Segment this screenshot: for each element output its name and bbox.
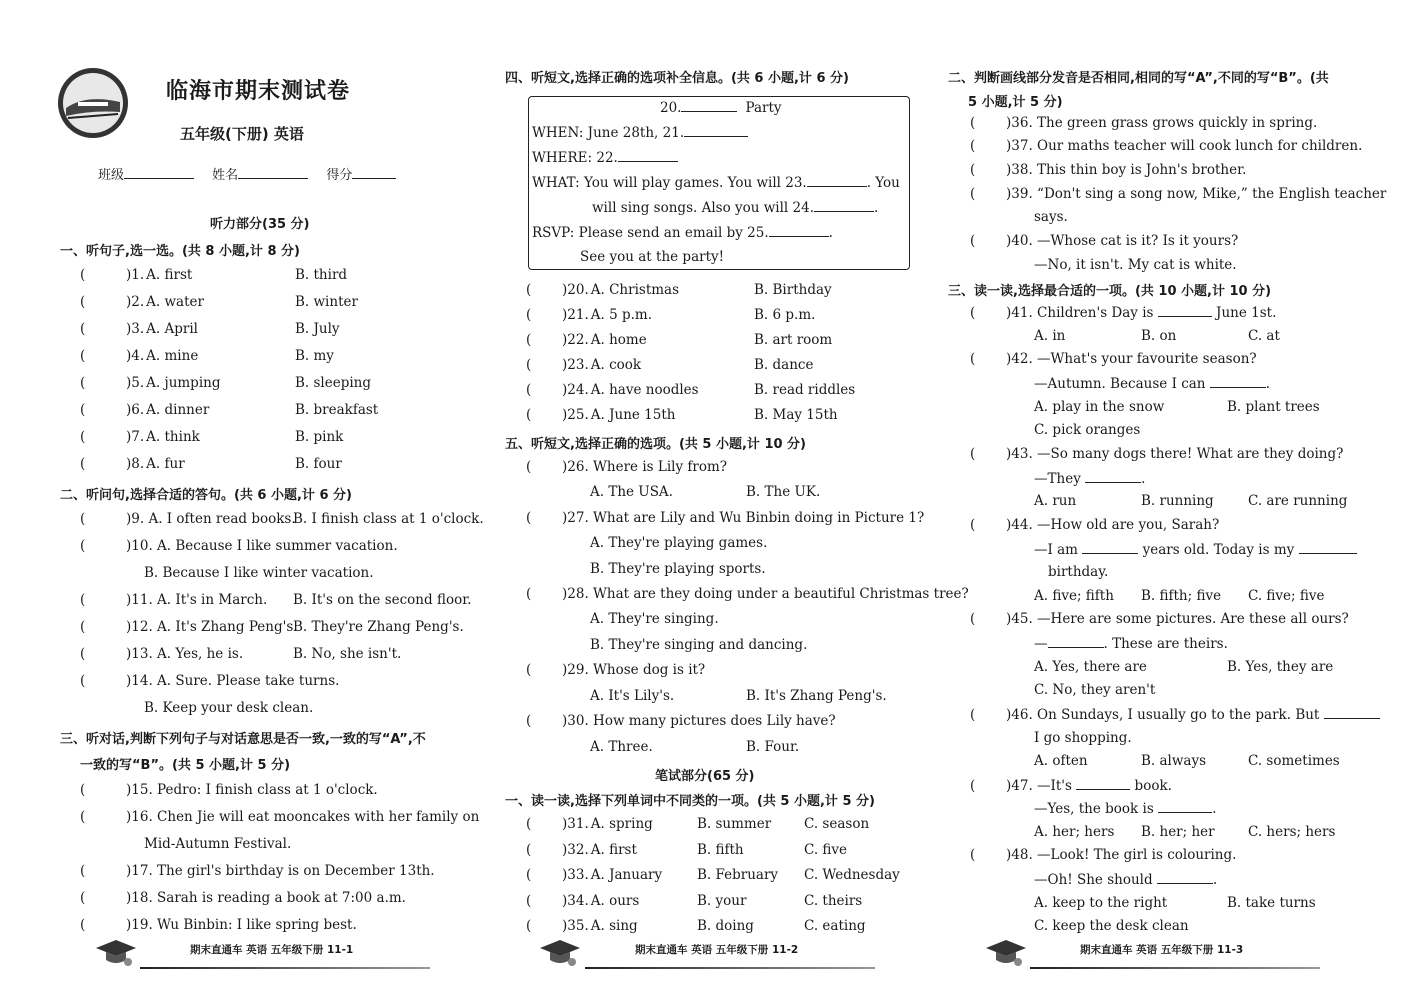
q44-line2: —I am years old. Today is my	[1034, 541, 1357, 558]
q30: ( )30. How many pictures does Lily have?	[526, 713, 836, 729]
q44-c: C. five; five	[1248, 588, 1325, 604]
q9-option-b: B. I finish class at 1 o'clock.	[293, 511, 484, 527]
q16-cont: Mid-Autumn Festival.	[144, 836, 292, 852]
option-c: C. theirs	[804, 892, 863, 909]
list-item: ( )1. A. first	[80, 267, 193, 283]
option-c: C. five	[804, 841, 848, 858]
graduation-cap-icon	[94, 938, 138, 968]
q28: ( )28. What are they doing under a beautiful Christmas tree?	[526, 586, 969, 602]
option-b: B. July	[295, 321, 340, 337]
list-item: ( )6. A. dinner	[80, 402, 210, 418]
option-c: C. season	[804, 816, 870, 832]
footer-1-text: 期末直通车 英语 五年级下册 11-1	[190, 944, 354, 956]
writing2-title: 二、判断画线部分发音是否相同,相同的写“A”,不同的写“B”。(共	[948, 71, 1329, 86]
q38: ( )38. This thin boy is John's brother.	[970, 162, 1247, 178]
option-b: B. Birthday	[754, 282, 832, 298]
q48-c: C. keep the desk clean	[1034, 918, 1189, 934]
list-item: ( )22. A. home	[526, 332, 647, 348]
box-line-where: WHERE: 22.	[532, 149, 678, 166]
box-line-what-cont: will sing songs. Also you will 24. .	[592, 200, 879, 216]
writing-heading: 笔试部分(65 分)	[655, 769, 755, 784]
q26: ( )26. Where is Lily from?	[526, 459, 728, 475]
footer-2-text: 期末直通车 英语 五年级下册 11-2	[635, 944, 799, 956]
score-label: 得分	[326, 168, 353, 183]
option-b: B. art room	[754, 332, 833, 348]
section2-title: 二、听问句,选择合适的答句。(共 6 小题,计 6 分)	[60, 488, 352, 503]
student-fields	[98, 164, 396, 183]
option-b: B. summer	[697, 816, 772, 832]
section1-title: 一、听句子,选一选。(共 8 小题,计 8 分)	[60, 244, 300, 259]
q30-option-b: B. Four.	[746, 739, 800, 755]
q45-b: B. Yes, they are	[1227, 659, 1334, 675]
q47-a: A. her; hers	[1034, 824, 1115, 840]
logo-badge	[56, 66, 130, 140]
q13-option-b: B. No, she isn't.	[293, 646, 402, 662]
option-b: B. doing	[697, 918, 754, 934]
box-line-when: WHEN: June 28th, 21.	[532, 124, 748, 141]
q41-c: C. at	[1248, 328, 1280, 344]
list-item: ( )4. A. mine	[80, 348, 199, 364]
list-item: ( )3. A. April	[80, 321, 198, 337]
q39-cont: says.	[1034, 209, 1068, 225]
q9: ( )9. A. I often read books.	[80, 511, 296, 527]
option-b: B. read riddles	[754, 382, 856, 398]
q48-line2: —Oh! She should .	[1034, 872, 1218, 888]
section5-title: 五、听短文,选择正确的选项。(共 5 小题,计 10 分)	[505, 437, 806, 452]
q12-option-b: B. They're Zhang Peng's.	[293, 619, 464, 635]
q43-c: C. are running	[1248, 493, 1348, 509]
q41-a: A. in	[1034, 328, 1066, 344]
q41: ( )41. Children's Day is June 1st.	[970, 305, 1277, 321]
q47-c: C. hers; hers	[1248, 824, 1336, 840]
option-b: B. sleeping	[295, 375, 372, 391]
q44-line3: birthday.	[1048, 564, 1109, 580]
q14-option-b: B. Keep your desk clean.	[144, 700, 314, 716]
section4-title: 四、听短文,选择正确的选项补全信息。(共 6 小题,计 6 分)	[505, 71, 849, 86]
footer-3-rule	[1030, 967, 1320, 969]
q18: ( )18. Sarah is reading a book at 7:00 a.m.	[80, 890, 406, 906]
list-item: ( )21. A. 5 p.m.	[526, 307, 653, 323]
q28-option-b: B. They're singing and dancing.	[590, 637, 808, 653]
option-b: B. pink	[295, 429, 344, 445]
q16: ( )16. Chen Jie will eat mooncakes with her family on	[80, 809, 480, 825]
q43-b: B. running	[1141, 493, 1214, 509]
list-item: ( )20. A. Christmas	[526, 282, 680, 298]
q44-b: B. fifth; five	[1141, 588, 1222, 604]
q43-a: A. run	[1034, 493, 1077, 509]
option-b: B. dance	[754, 357, 814, 373]
option-b: B. fifth	[697, 841, 744, 858]
list-item: ( )35. A. sing	[526, 918, 638, 934]
q47-b: B. her; her	[1141, 824, 1215, 840]
q11-option-b: B. It's on the second floor.	[293, 592, 472, 608]
option-b: B. 6 p.m.	[754, 307, 816, 323]
q29-option-b: B. It's Zhang Peng's.	[746, 688, 887, 704]
writing2-title-cont: 5 小题,计 5 分)	[968, 95, 1063, 110]
q17: ( )17. The girl's birthday is on December 13th.	[80, 863, 435, 879]
q42: ( )42. —What's your favourite season?	[970, 351, 1257, 367]
q46-line2: I go shopping.	[1034, 730, 1132, 746]
class-label: 班级	[98, 168, 125, 183]
list-item: ( )23. A. cook	[526, 357, 642, 373]
option-b: B. winter	[295, 294, 358, 310]
q44-a: A. five; fifth	[1034, 588, 1114, 604]
q12: ( )12. A. It's Zhang Peng's.	[80, 619, 298, 635]
list-item: ( )2. A. water	[80, 294, 204, 310]
list-item: ( )5. A. jumping	[80, 375, 221, 391]
list-item: ( )8. A. fur	[80, 456, 185, 472]
q43: ( )43. —So many dogs there! What are they doing?	[970, 446, 1344, 462]
option-b: B. your	[697, 892, 747, 909]
footer-1-rule	[140, 967, 430, 969]
section3-title-cont: 一致的写“B”。(共 5 小题,计 5 分)	[80, 758, 291, 773]
q40: ( )40. —Whose cat is it? Is it yours?	[970, 233, 1239, 249]
q46-a: A. often	[1034, 753, 1088, 769]
q44: ( )44. —How old are you, Sarah?	[970, 517, 1220, 533]
q46-b: B. always	[1141, 753, 1207, 769]
q19: ( )19. Wu Binbin: I like spring best.	[80, 917, 357, 933]
option-b: B. four	[295, 456, 342, 472]
list-item: ( )33. A. January	[526, 867, 663, 883]
q45-c: C. No, they aren't	[1034, 682, 1156, 698]
writing3-title: 三、读一读,选择最合适的一项。(共 10 小题,计 10 分)	[948, 284, 1272, 299]
list-item: ( )34. A. ours	[526, 892, 640, 909]
class-input[interactable]	[124, 166, 194, 179]
train-logo-icon	[56, 66, 130, 140]
listening-heading: 听力部分(35 分)	[210, 217, 310, 232]
q48-a: A. keep to the right	[1034, 895, 1168, 911]
box-line-see-you: See you at the party!	[580, 249, 725, 265]
q26-option-b: B. The UK.	[746, 484, 821, 500]
option-b: B. May 15th	[754, 407, 838, 423]
score-input[interactable]	[352, 166, 396, 179]
exam-title: 临海市期末测试卷	[166, 78, 351, 104]
graduation-cap-icon	[984, 938, 1028, 968]
q26-option-a: A. The USA.	[590, 484, 673, 500]
q40-cont: —No, it isn't. My cat is white.	[1034, 257, 1237, 273]
footer-3-text: 期末直通车 英语 五年级下册 11-3	[1080, 944, 1244, 956]
q36: ( )36. The green grass grows quickly in spring.	[970, 115, 1318, 131]
graduation-cap-icon	[538, 938, 582, 968]
q27: ( )27. What are Lily and Wu Binbin doing in Picture 1?	[526, 510, 925, 526]
box-line-what: WHAT: You will play games. You will 23. . You	[532, 175, 900, 191]
q48-b: B. take turns	[1227, 895, 1316, 911]
option-b: B. my	[295, 348, 334, 364]
q15: ( )15. Pedro: I finish class at 1 o'clock.	[80, 782, 378, 798]
q43-line2: —They .	[1034, 471, 1146, 487]
q37: ( )37. Our maths teacher will cook lunch for children.	[970, 138, 1363, 154]
box-line-rsvp: RSVP: Please send an email by 25. .	[532, 225, 833, 241]
q45: ( )45. —Here are some pictures. Are these all ours?	[970, 611, 1349, 627]
q47-line2: —Yes, the book is .	[1034, 801, 1217, 817]
list-item: ( )25. A. June 15th	[526, 407, 676, 423]
option-b: B. third	[295, 267, 348, 283]
q42-line2: —Autumn. Because I can .	[1034, 376, 1271, 392]
q41-b: B. on	[1141, 328, 1177, 344]
q11: ( )11. A. It's in March.	[80, 592, 268, 608]
q14: ( )14. A. Sure. Please take turns.	[80, 673, 340, 689]
q46: ( )46. On Sundays, I usually go to the park. But	[970, 706, 1380, 723]
q47: ( )47. —It's book.	[970, 778, 1172, 794]
writing1-title: 一、读一读,选择下列单词中不同类的一项。(共 5 小题,计 5 分)	[505, 794, 875, 809]
q29: ( )29. Whose dog is it?	[526, 662, 706, 678]
list-item: ( )24. A. have noodles	[526, 382, 699, 398]
list-item: ( )7. A. think	[80, 429, 200, 445]
q28-option-a: A. They're singing.	[590, 611, 719, 627]
q30-option-a: A. Three.	[590, 739, 653, 755]
q27-option-b: B. They're playing sports.	[590, 561, 766, 577]
option-c: C. eating	[804, 918, 866, 934]
list-item: ( )31. A. spring	[526, 816, 653, 832]
exam-subtitle: 五年级(下册) 英语	[180, 125, 304, 143]
q42-b: B. plant trees	[1227, 399, 1320, 415]
q42-a: A. play in the snow	[1034, 399, 1165, 415]
q48: ( )48. —Look! The girl is colouring.	[970, 847, 1237, 863]
box-line-party: 20. Party	[660, 100, 782, 116]
q42-c: C. pick oranges	[1034, 422, 1141, 438]
q39: ( )39. “Don't sing a song now, Mike,” the English teacher	[970, 186, 1387, 202]
name-input[interactable]	[238, 166, 308, 179]
q46-c: C. sometimes	[1248, 753, 1340, 769]
option-c: C. Wednesday	[804, 867, 900, 883]
q27-option-a: A. They're playing games.	[590, 535, 768, 551]
footer-2-rule	[585, 967, 875, 969]
q13: ( )13. A. Yes, he is.	[80, 646, 244, 662]
name-label: 姓名	[212, 168, 239, 183]
q10: ( )10. A. Because I like summer vacation.	[80, 538, 398, 554]
q10-option-b: B. Because I like winter vacation.	[144, 565, 374, 581]
option-b: B. February	[697, 867, 779, 883]
q45-line2: — . These are theirs.	[1034, 636, 1228, 652]
list-item: ( )32. A. first	[526, 841, 637, 858]
q45-a: A. Yes, there are	[1034, 659, 1147, 675]
q29-option-a: A. It's Lily's.	[590, 688, 675, 704]
option-b: B. breakfast	[295, 402, 379, 418]
section3-title: 三、听对话,判断下列句子与对话意思是否一致,一致的写“A”,不	[60, 732, 426, 747]
